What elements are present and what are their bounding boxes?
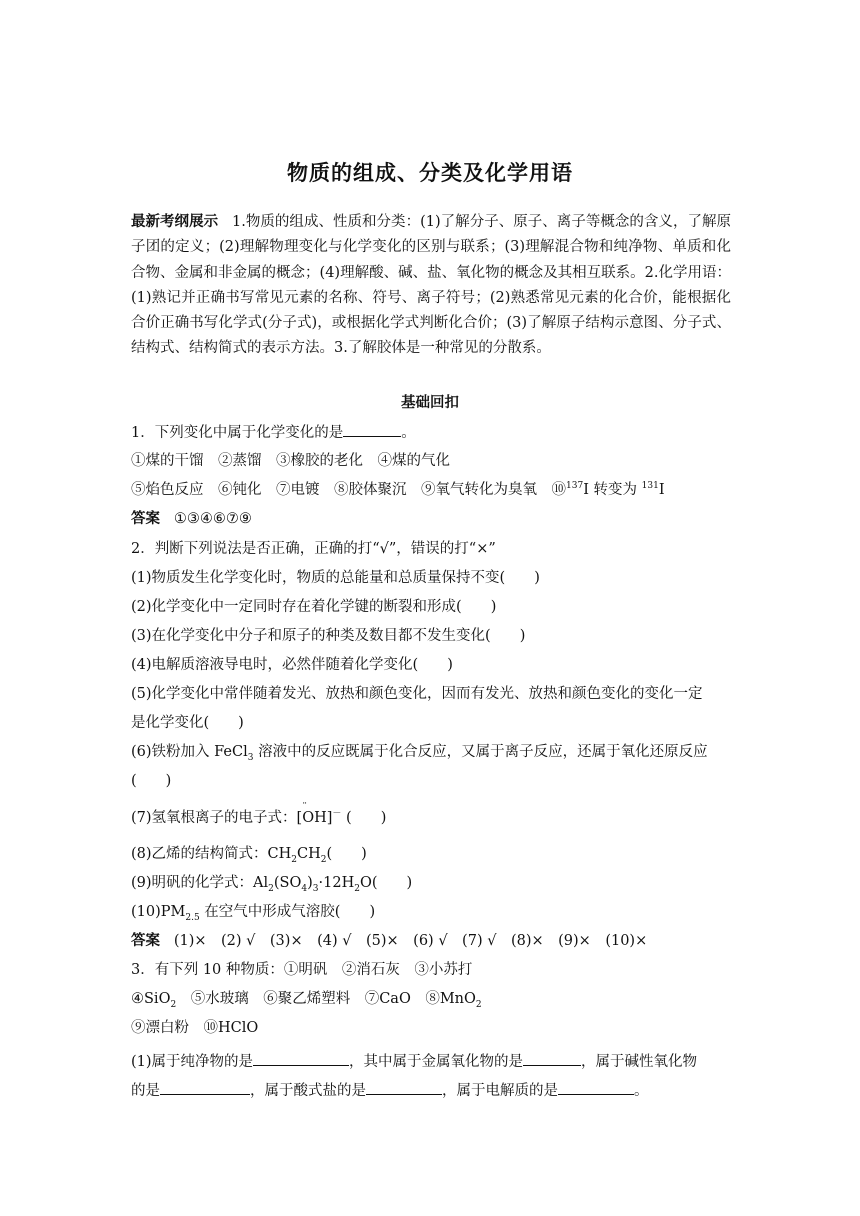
pure-substance-blank bbox=[253, 1052, 349, 1066]
q3-stem: 3．有下列 10 种物质：①明矾 ②消石灰 ③小苏打 bbox=[131, 962, 473, 978]
q2-statement-5-line-2: 是化学变化( ) bbox=[131, 715, 244, 731]
answer-label: 答案 bbox=[131, 511, 160, 527]
electrolyte-blank bbox=[558, 1081, 634, 1095]
q2-statement-3: (3)在化学变化中分子和原子的种类及数目都不发生变化( ) bbox=[131, 628, 526, 644]
metal-oxide-blank bbox=[523, 1052, 581, 1066]
basic-oxide-blank bbox=[160, 1081, 250, 1095]
electron-dot-oxygen: ·· O bbox=[302, 810, 314, 826]
q2-statement-7: (7)氢氧根离子的电子式：[·· OH]－ ( ) bbox=[131, 806, 741, 827]
section-heading: 基础回扣 bbox=[401, 395, 459, 411]
outline-text: 1.物质的组成、性质和分类：(1)了解分子、原子、离子等概念的含义，了解原子团的定义；(2)理解物理变化与化学变化的区别与联系；(3)理解混合物和纯净物、单质和化合物、金属和非金属的概念；(4)理解酸、碱、盐、氧化物的概念及其相互联系。2.化学用语：(1)熟记并正确书写常见元素的名称、符号、离子符号；(2)熟悉常见元素的化合价，能根据化合价正确书写化学式(分子式)，或根据化学式判断化合价；(3)了解原子结构示意图、分子式、结构式、结构简式的表示方法。3.了解胶体是一种常见的分散系。 bbox=[131, 214, 732, 357]
q2-statement-1: (1)物质发生化学变化时，物质的总能量和总质量保持不变( ) bbox=[131, 570, 540, 586]
q1-answer-blank bbox=[343, 423, 401, 437]
q3-part-1-line-1: (1)属于纯净物的是 ，其中属于金属氧化物的是 ，属于碱性氧化物 bbox=[131, 1054, 698, 1070]
q2-statement-6-line-1: (6)铁粉加入 FeCl$_3$ 溶液中的反应既属于化合反应，又属于离子反应，还属于氧化还原反应 bbox=[131, 744, 708, 763]
outline-label: 最新考纲展示 bbox=[131, 214, 219, 230]
q3-substances-line-2: ④SiO$_2$ ⑤水玻璃 ⑥聚乙烯塑料 ⑦CaO ⑧MnO$_2$ bbox=[131, 991, 482, 1010]
acid-salt-blank bbox=[366, 1081, 442, 1095]
q2-statement-9: (9)明矾的化学式：$Al_2(SO_4)_3\cdot 12H_2O$( ) bbox=[131, 875, 413, 894]
q2-statement-5-line-1: (5)化学变化中常伴随着发光、放热和颜色变化，因而有发光、放热和颜色变化的变化一定 bbox=[131, 686, 703, 702]
q2-statement-8: (8)乙烯的结构简式：$CH_2CH_2$( ) bbox=[131, 846, 367, 865]
syllabus-outline bbox=[131, 210, 731, 362]
q2-statement-10: $(10)PM_{2.5}$ 在空气中形成气溶胶( ) bbox=[131, 904, 376, 923]
q3-part-1-line-2: 的是 ，属于酸式盐的是 ，属于电解质的是 。 bbox=[131, 1083, 649, 1099]
page-title: 物质的组成、分类及化学用语 bbox=[287, 161, 573, 185]
q1-options-line-2: ⑤焰色反应 ⑥钝化 ⑦电镀 ⑧胶体聚沉 ⑨氧气转化为臭氧 ⑩$^{137}$I 转变为 $^{131}$I bbox=[131, 481, 665, 498]
q1-answer: 答案 ①③④⑥⑦⑨ bbox=[131, 511, 252, 527]
q1-stem: 1．下列变化中属于化学变化的是 。 bbox=[131, 425, 416, 441]
q3-substances-line-3: ⑨漂白粉 ⑩HClO bbox=[131, 1020, 259, 1036]
q2-statement-2: (2)化学变化中一定同时存在着化学键的断裂和形成( ) bbox=[131, 599, 497, 615]
q2-answer: 答案 (1)× (2) √ (3)× (4) √ (5)× (6) √ (7) √ (8)× (9)× (10)× bbox=[131, 933, 648, 949]
q2-statement-6-line-2: ( ) bbox=[131, 773, 172, 789]
q2-stem: 2．判断下列说法是否正确，正确的打“√”，错误的打“×” bbox=[131, 541, 496, 557]
q2-statement-4: (4)电解质溶液导电时，必然伴随着化学变化( ) bbox=[131, 657, 453, 673]
answer-label: 答案 bbox=[131, 933, 160, 949]
q1-options-line-1: ①煤的干馏 ②蒸馏 ③橡胶的老化 ④煤的气化 bbox=[131, 453, 450, 469]
